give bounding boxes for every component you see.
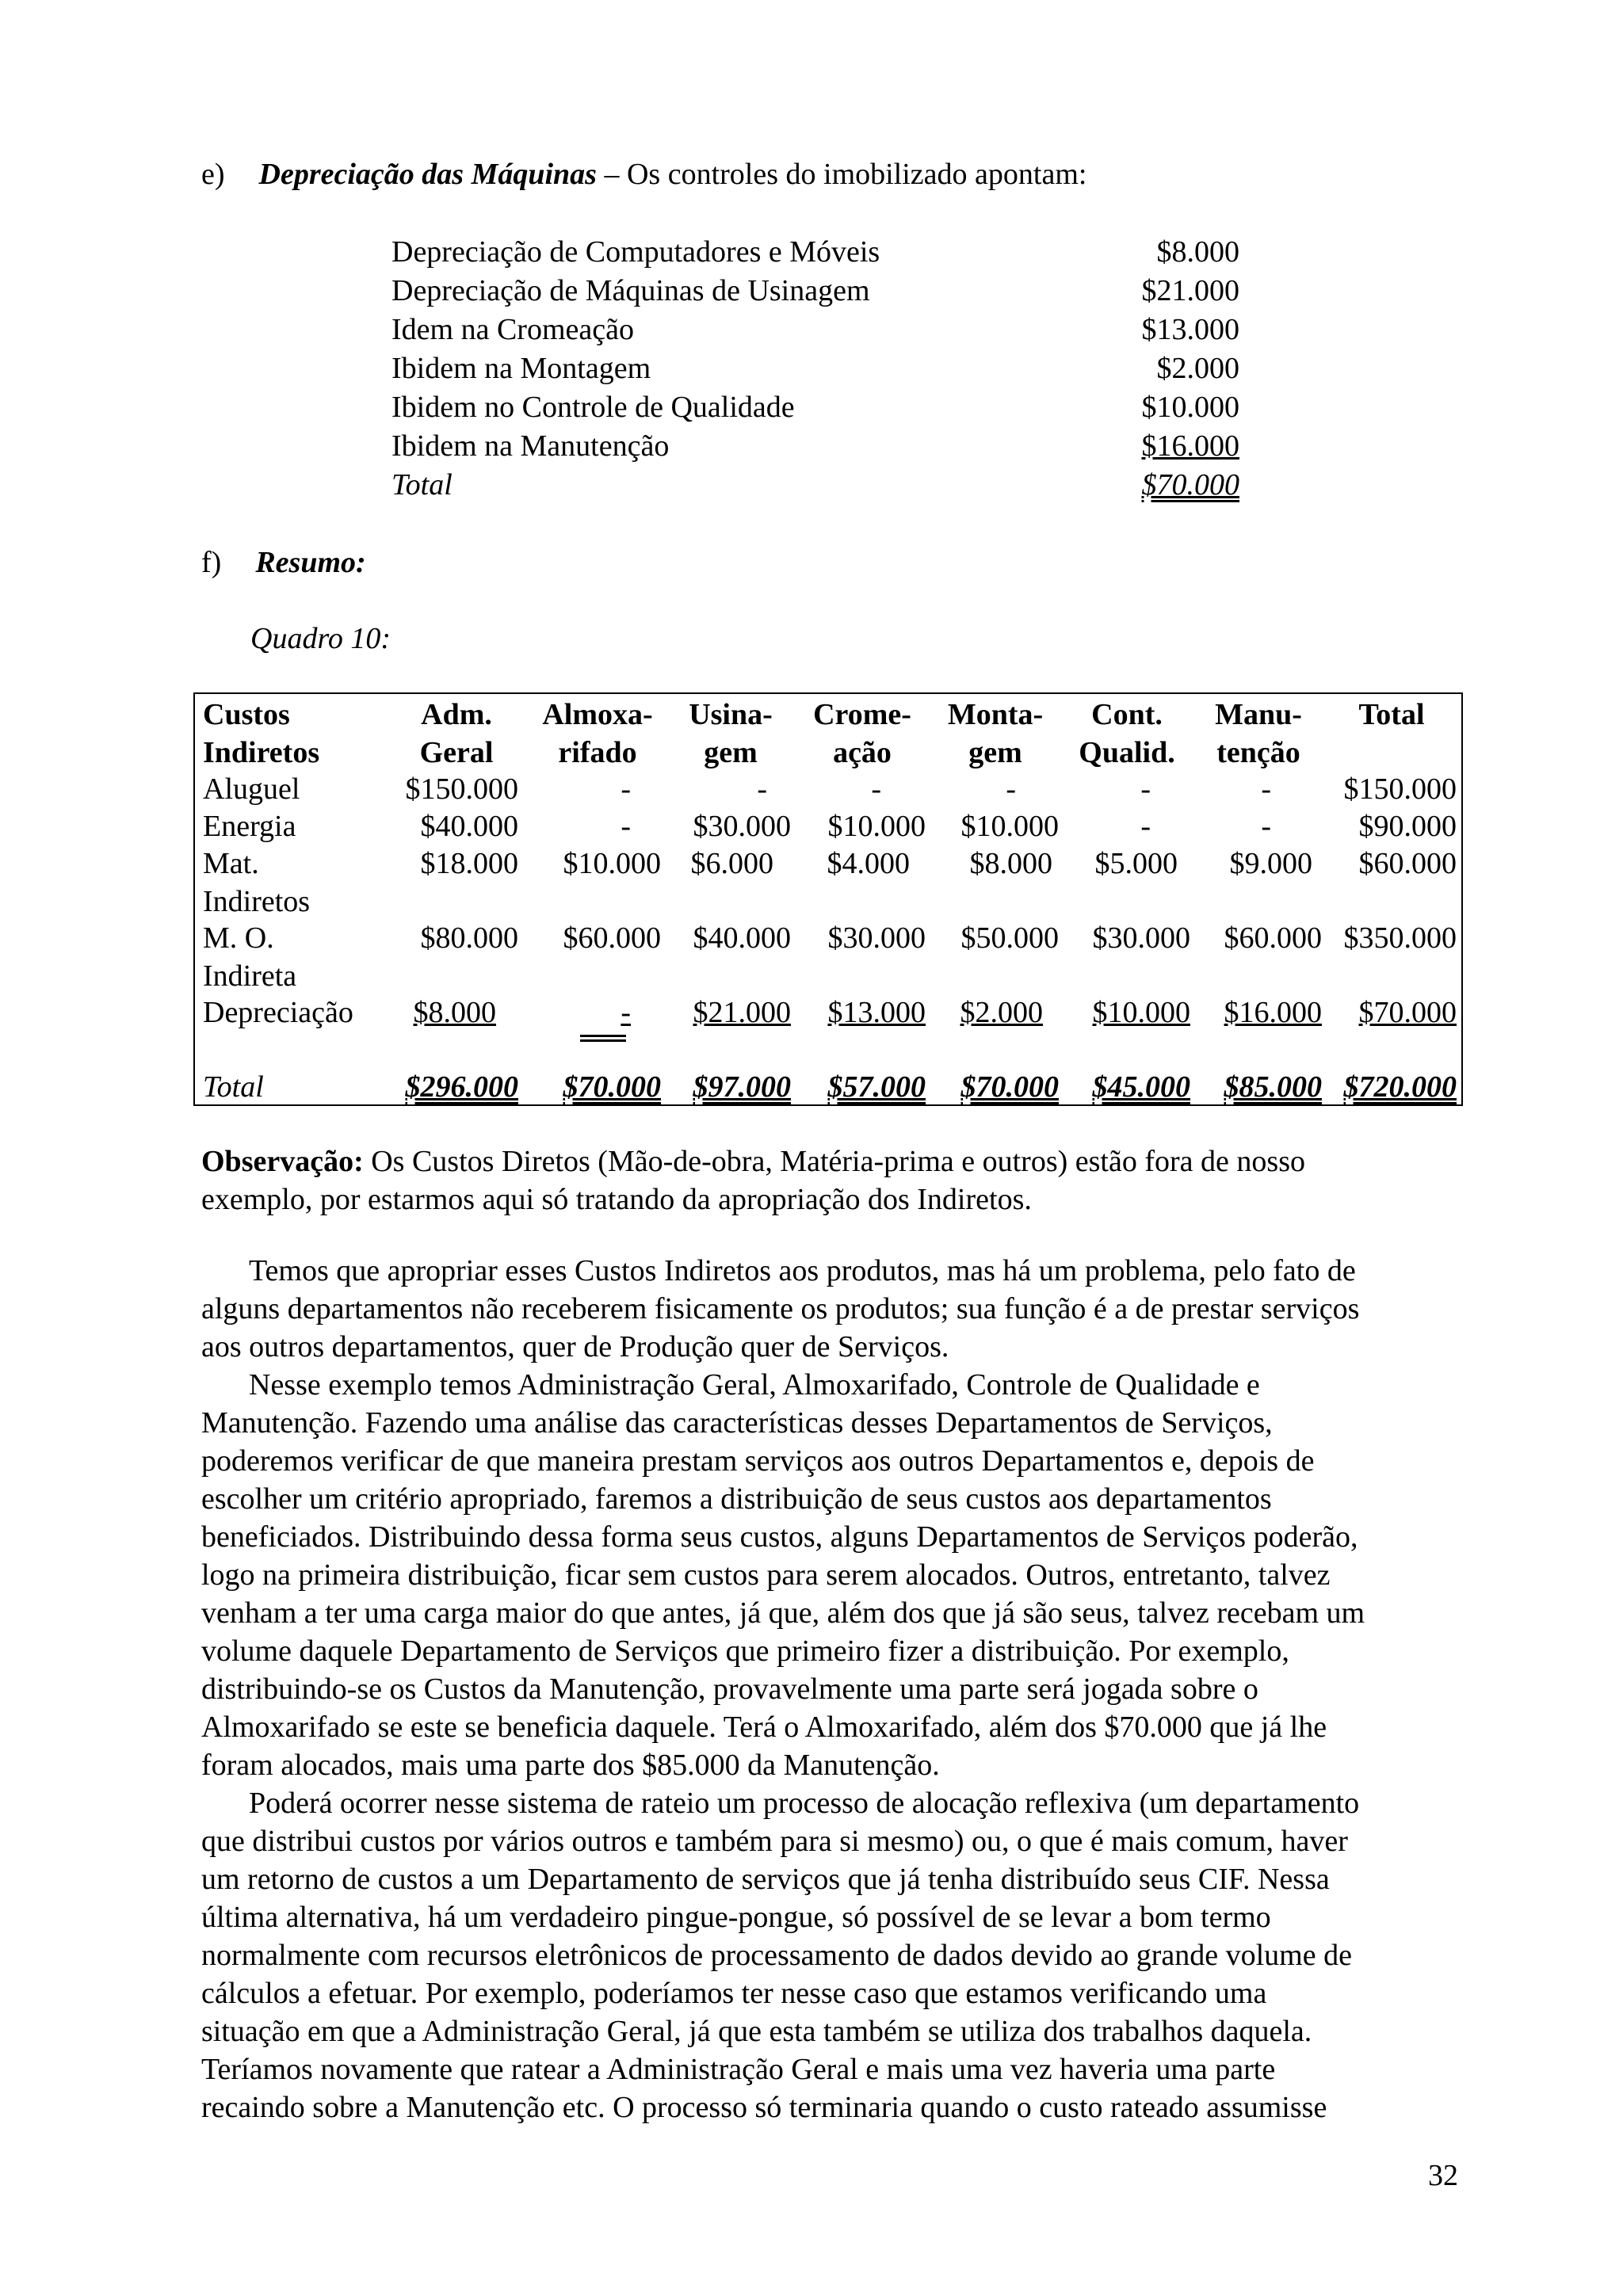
text-line: volume daquele Departamento de Serviços que primeiro fizer a distribuição. Por exemplo, — [201, 1634, 1289, 1668]
text-line: beneficiados. Distribuindo dessa forma seus custos, alguns Departamentos de Serviços poderão, — [201, 1520, 1358, 1554]
text-line: Almoxarifado se este se beneficia daquele. Terá o Almoxarifado, além dos $70.000 que já lhe — [201, 1711, 1327, 1744]
header-cell: Custos Indiretos — [203, 698, 320, 769]
table-cell: $50.000 — [960, 921, 1059, 955]
total-cell: $70.000 — [960, 1070, 1059, 1104]
section-e-heading — [201, 155, 1086, 193]
text-line: Temos que apropriar esses Custos Indiretos aos produtos, mas há um problema, pelo fato de — [249, 1254, 1356, 1287]
text-line: cálculos a efetuar. Por exemplo, poderíamos ter nesse caso que estamos verificando uma — [201, 1977, 1267, 2010]
text-line: venham a ter uma carga maior do que antes, já que, além dos que já são seus, talvez recebam um — [201, 1596, 1365, 1630]
table-cell: $8.000 — [969, 847, 1052, 880]
table-cell: $30.000 — [693, 810, 791, 843]
header-cell: Monta- gem — [947, 698, 1044, 769]
table-cell: - — [1140, 810, 1151, 843]
table-cell: $2.000 — [960, 996, 1043, 1029]
text-line: Nesse exemplo temos Administração Geral, Almoxarifado, Controle de Qualidade e — [249, 1368, 1260, 1402]
body-text — [201, 1252, 1469, 2126]
table-cell: $10.000 — [827, 810, 926, 843]
table-cell: $10.000 — [960, 810, 1059, 843]
depreciation-amount: $8.000 — [1156, 235, 1239, 269]
section-e-title: Depreciação das Máquinas — [258, 158, 597, 191]
depreciation-amount: $10.000 — [1141, 391, 1239, 424]
text-line: Manutenção. Fazendo uma análise das características desses Departamentos de Serviços, — [201, 1406, 1273, 1440]
text-line: última alternativa, há um verdadeiro pingue-pongue, só possível de se levar a bom termo — [201, 1901, 1271, 1934]
header-cell: Adm. Geral — [419, 698, 494, 769]
underline-mark — [580, 1035, 626, 1037]
table-cell: $6.000 — [690, 847, 773, 880]
section-e-marker: e) — [201, 158, 225, 191]
table-cell: $60.000 — [1358, 847, 1457, 880]
total-cell: $97.000 — [693, 1070, 791, 1104]
header-cell: Crome- ação — [813, 698, 911, 769]
table-cell: - — [1261, 810, 1271, 843]
header-cell: Manu- tenção — [1215, 698, 1302, 769]
depreciation-row — [391, 272, 1239, 311]
table-cell: $9.000 — [1229, 847, 1312, 880]
row-label: Mat. Indiretos — [203, 847, 311, 918]
observacao-label: Observação: — [201, 1145, 364, 1178]
header-cell: Usina- gem — [689, 698, 773, 769]
text-line: escolher um critério apropriado, faremos a distribuição de seus custos aos departamentos — [201, 1482, 1272, 1516]
header-cell: Almoxa- rifado — [542, 698, 653, 769]
depreciation-label: Ibidem no Controle de Qualidade — [391, 391, 795, 424]
page-number: 32 — [1428, 2159, 1458, 2192]
total-cell: $70.000 — [563, 1070, 661, 1104]
section-f-marker: f) — [201, 546, 222, 579]
depreciation-row — [391, 388, 1239, 428]
depreciation-amount: $13.000 — [1141, 313, 1239, 346]
table-cell: - — [621, 996, 631, 1029]
depreciation-amount: $16.000 — [1141, 429, 1239, 463]
table-cell: - — [621, 772, 631, 806]
quadro-10-table — [193, 692, 1463, 1106]
row-label: M. O. Indireta — [203, 921, 297, 993]
text-line: foram alocados, mais uma parte dos $85.000 da Manutenção. — [201, 1749, 940, 1782]
text-line: poderemos verificar de que maneira prestam serviços aos outros Departamentos e, depois de — [201, 1444, 1315, 1478]
underline-mark — [580, 1039, 626, 1042]
table-cell: $8.000 — [413, 996, 496, 1029]
row-label: Energia — [203, 810, 296, 843]
table-cell: $10.000 — [563, 847, 661, 880]
table-cell: $350.000 — [1343, 921, 1457, 955]
depreciation-total-label: Total — [391, 468, 453, 502]
table-cell: $18.000 — [420, 847, 518, 880]
text-line: recaindo sobre a Manutenção etc. O processo só terminaria quando o custo rateado assumisse — [201, 2091, 1327, 2124]
depreciation-label: Ibidem na Manutenção — [391, 429, 670, 463]
table-cell: $30.000 — [827, 921, 926, 955]
text-line: normalmente com recursos eletrônicos de processamento de dados devido ao grande volume de — [201, 1939, 1352, 1972]
total-cell: $57.000 — [827, 1070, 926, 1104]
table-cell: - — [1261, 772, 1271, 806]
depreciation-row — [391, 311, 1239, 350]
table-cell: $10.000 — [1092, 996, 1190, 1029]
table-cell: $70.000 — [1358, 996, 1457, 1029]
table-cell: $80.000 — [420, 921, 518, 955]
table-cell: $5.000 — [1094, 847, 1178, 880]
table-cell: $40.000 — [693, 921, 791, 955]
total-cell: $85.000 — [1224, 1070, 1322, 1104]
total-cell: $296.000 — [405, 1070, 518, 1104]
depreciation-label: Idem na Cromeação — [391, 313, 634, 346]
text-line: aos outros departamentos, quer de Produção quer de Serviços. — [201, 1330, 949, 1363]
text-line: um retorno de custos a um Departamento de serviços que já tenha distribuído seus CIF. Nessa — [201, 1863, 1330, 1896]
text-line: Poderá ocorrer nesse sistema de rateio um processo de alocação reflexiva (um departamento — [249, 1787, 1360, 1820]
text-line: situação em que a Administração Geral, já que esta também se utiliza dos trabalhos daquela. — [201, 2015, 1312, 2048]
depreciation-label: Ibidem na Montagem — [391, 352, 651, 385]
table-cell: $150.000 — [405, 772, 518, 806]
table-cell: $21.000 — [693, 996, 791, 1029]
depreciation-total-amount: $70.000 — [1141, 468, 1239, 502]
table-cell: $30.000 — [1092, 921, 1190, 955]
depreciation-row — [391, 349, 1239, 389]
observacao-paragraph — [201, 1142, 1469, 1219]
table-cell: $4.000 — [827, 847, 910, 880]
total-label: Total — [203, 1070, 264, 1104]
table-cell: $90.000 — [1358, 810, 1457, 843]
total-cell: $45.000 — [1092, 1070, 1190, 1104]
table-cell: $150.000 — [1343, 772, 1457, 806]
quadro-label: Quadro 10: — [250, 622, 391, 655]
row-label: Depreciação — [203, 996, 353, 1029]
depreciation-row — [391, 233, 1239, 273]
text-line: Teríamos novamente que ratear a Administração Geral e mais uma vez haveria uma parte — [201, 2053, 1276, 2086]
header-cell: Total — [1358, 698, 1425, 731]
section-f-heading — [201, 543, 366, 582]
text-line: distribuindo-se os Custos da Manutenção, provavelmente uma parte será jogada sobre o — [201, 1672, 1258, 1706]
depreciation-amount: $2.000 — [1156, 352, 1239, 385]
depreciation-row — [391, 427, 1239, 467]
table-cell: $40.000 — [420, 810, 518, 843]
table-cell: - — [1140, 772, 1151, 806]
depreciation-label: Depreciação de Máquinas de Usinagem — [391, 274, 870, 307]
total-cell: $720.000 — [1343, 1070, 1457, 1104]
header-cell: Cont. Qualid. — [1079, 698, 1175, 769]
table-cell: - — [1006, 772, 1016, 806]
section-f-title: Resumo: — [255, 546, 366, 579]
table-cell: $13.000 — [827, 996, 926, 1029]
section-e-rest: – Os controles do imobilizado apontam: — [604, 158, 1087, 191]
table-cell: $60.000 — [1224, 921, 1322, 955]
text-line: que distribui custos por vários outros e também para si mesmo) ou, o que é mais comum, haver — [201, 1825, 1348, 1858]
text-line: logo na primeira distribuição, ficar sem custos para serem alocados. Outros, entretanto, talvez — [201, 1558, 1331, 1592]
observacao-text: exemplo, por estarmos aqui só tratando da apropriação dos Indiretos. — [201, 1183, 1032, 1216]
row-label: Aluguel — [203, 772, 300, 806]
observacao-text: Os Custos Diretos (Mão-de-obra, Matéria-prima e outros) estão fora de nosso — [371, 1145, 1305, 1178]
table-cell: - — [621, 810, 631, 843]
depreciation-total-row — [391, 466, 1239, 505]
table-cell: $16.000 — [1224, 996, 1322, 1029]
table-cell: - — [871, 772, 881, 806]
table-cell: $60.000 — [563, 921, 661, 955]
depreciation-amount: $21.000 — [1141, 274, 1239, 307]
text-line: alguns departamentos não receberem fisicamente os produtos; sua função é a de prestar serviços — [201, 1292, 1360, 1325]
table-cell: - — [757, 772, 767, 806]
depreciation-label: Depreciação de Computadores e Móveis — [391, 235, 880, 269]
